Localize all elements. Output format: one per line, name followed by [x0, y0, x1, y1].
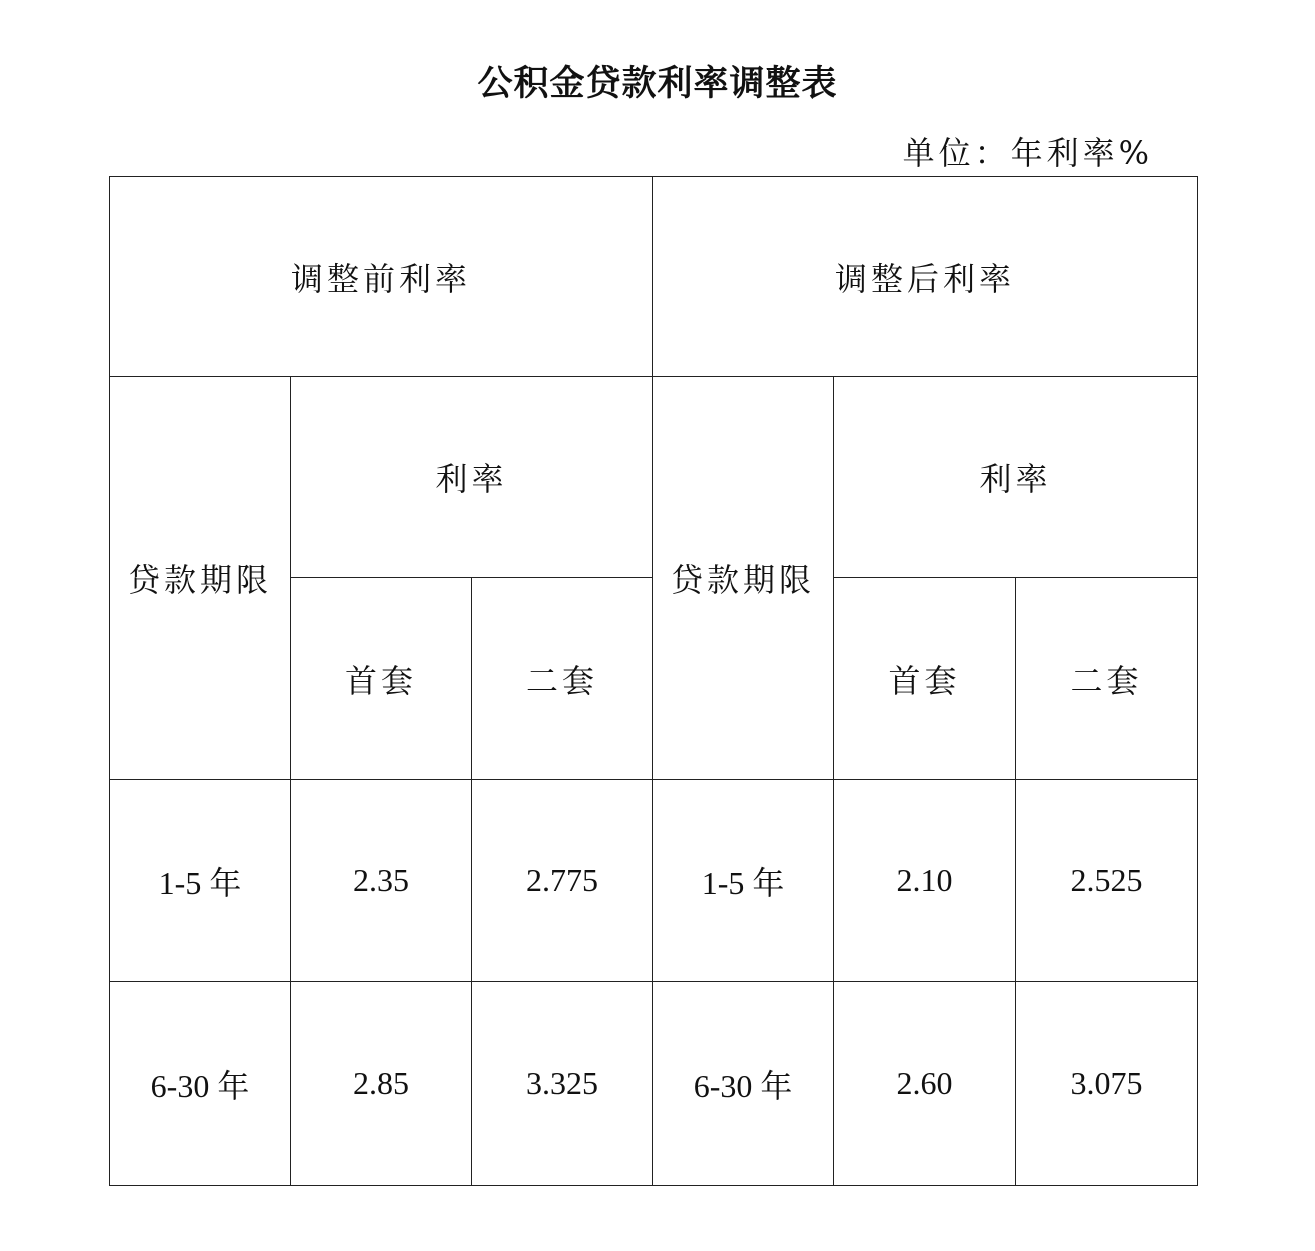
before-second-rate-cell: 3.325 — [472, 982, 653, 1186]
before-second-home-header: 二套 — [472, 578, 653, 780]
before-first-rate-cell: 2.85 — [291, 982, 472, 1186]
unit-label: 单位：年利率% — [902, 134, 1153, 172]
table-row — [110, 780, 1198, 982]
before-second-rate-cell: 2.775 — [472, 780, 653, 982]
after-rate-header: 利率 — [834, 377, 1198, 578]
rate-table — [109, 176, 1198, 1186]
table-row — [110, 982, 1198, 1186]
after-first-home-header: 首套 — [834, 578, 1016, 780]
term-before-cell: 1-5 年 — [110, 780, 291, 982]
after-term-header: 贷款期限 — [653, 377, 834, 780]
term-after-cell: 1-5 年 — [653, 780, 834, 982]
term-before-cell: 6-30 年 — [110, 982, 291, 1186]
after-second-home-header: 二套 — [1016, 578, 1198, 780]
table-subheader-row — [110, 377, 1198, 578]
before-term-header: 贷款期限 — [110, 377, 291, 780]
before-rate-header: 利率 — [291, 377, 653, 578]
table-header-row — [110, 177, 1198, 377]
after-second-rate-cell: 2.525 — [1016, 780, 1198, 982]
document-title: 公积金贷款利率调整表 — [477, 64, 838, 104]
before-adjustment-header: 调整前利率 — [110, 177, 653, 377]
after-adjustment-header: 调整后利率 — [653, 177, 1198, 377]
term-after-cell: 6-30 年 — [653, 982, 834, 1186]
after-first-rate-cell: 2.10 — [834, 780, 1016, 982]
after-second-rate-cell: 3.075 — [1016, 982, 1198, 1186]
before-first-rate-cell: 2.35 — [291, 780, 472, 982]
before-first-home-header: 首套 — [291, 578, 472, 780]
after-first-rate-cell: 2.60 — [834, 982, 1016, 1186]
